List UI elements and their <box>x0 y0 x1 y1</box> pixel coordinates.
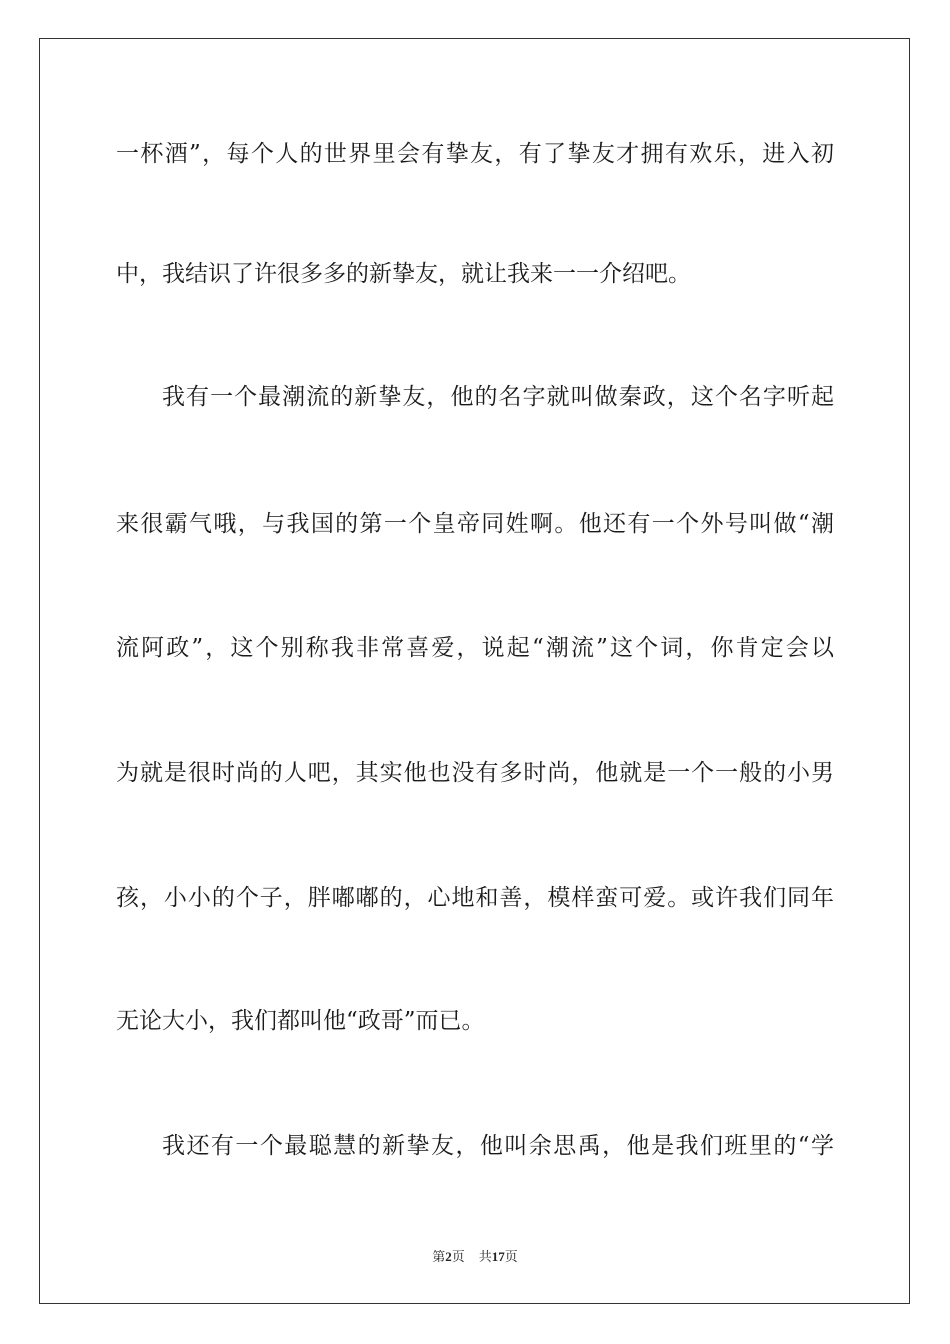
text-line-6: 为就是很时尚的人吧，其实他也没有多时尚，他就是一个一般的小男 <box>116 760 834 786</box>
text-line-9: 我还有一个最聪慧的新挚友，他叫余思禹，他是我们班里的“学 <box>162 1133 834 1159</box>
text-line-1: 一杯酒”，每个人的世界里会有挚友，有了挚友才拥有欢乐，进入初 <box>116 141 834 167</box>
footer-page-number: 2 <box>445 1249 452 1264</box>
text-line-4: 来很霸气哦，与我国的第一个皇帝同姓啊。他还有一个外号叫做“潮 <box>116 511 834 537</box>
page-border <box>39 38 910 1304</box>
text-line-8: 无论大小，我们都叫他“政哥”而已。 <box>116 1008 485 1034</box>
footer-total-number: 17 <box>491 1249 505 1264</box>
footer-page-prefix: 第 <box>432 1250 446 1265</box>
page-footer <box>0 1246 950 1265</box>
text-line-5: 流阿政”，这个别称我非常喜爱，说起“潮流”这个词，你肯定会以 <box>116 635 834 661</box>
text-line-7: 孩，小小的个子，胖嘟嘟的，心地和善，模样蛮可爱。或许我们同年 <box>116 885 834 911</box>
text-line-3: 我有一个最潮流的新挚友，他的名字就叫做秦政，这个名字听起 <box>162 384 834 410</box>
footer-page-suffix: 页 <box>451 1250 465 1265</box>
text-line-2: 中，我结识了许很多多的新挚友，就让我来一一介绍吧。 <box>116 261 691 287</box>
footer-total-suffix: 页 <box>504 1250 518 1265</box>
footer-total-prefix: 共 <box>478 1250 492 1265</box>
